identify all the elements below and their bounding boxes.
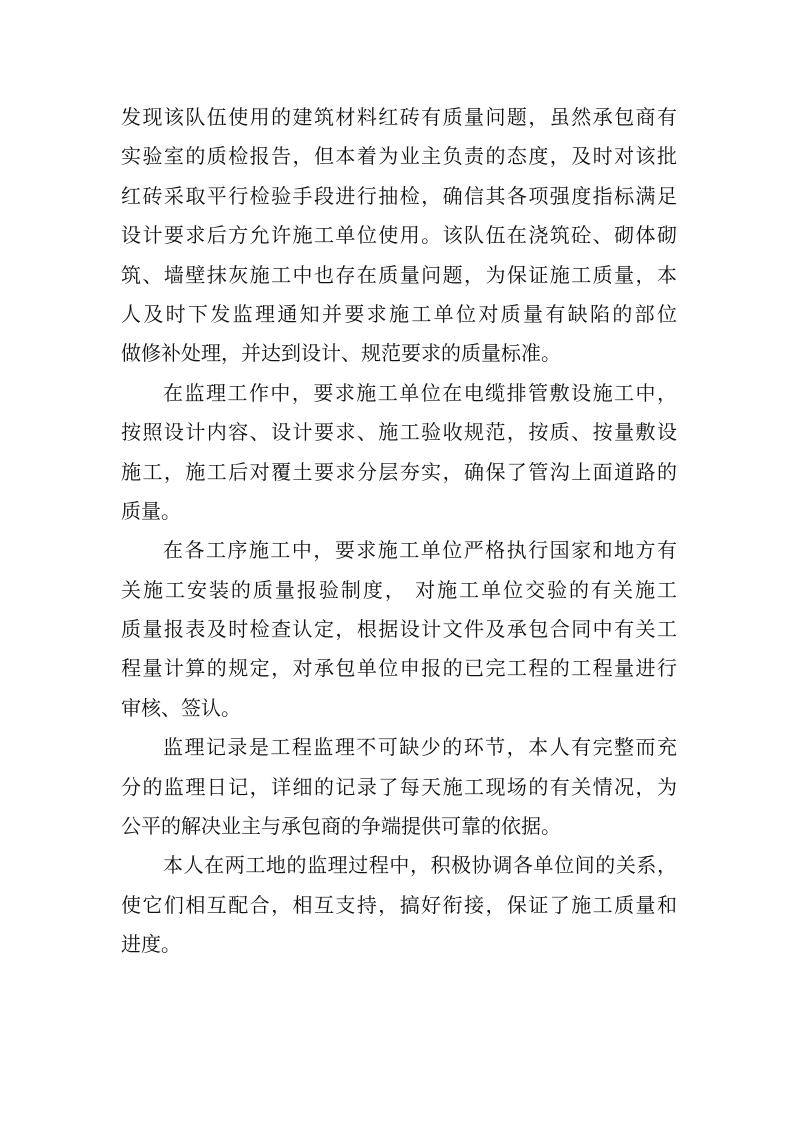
- paragraph-5-line-1: 本人在两工地的监理过程中，积极协调各单位间的关系，: [163, 853, 677, 878]
- paragraph-2-line-1: 在监理工作中，要求施工单位在电缆排管敷设施工中，: [163, 380, 677, 405]
- paragraph-2-line-4: 质量。: [121, 498, 181, 523]
- paragraph-1-line-2: 实验室的质检报告，但本着为业主负责的态度，及时对该批: [121, 144, 677, 169]
- paragraph-1-line-7: 做修补处理，并达到设计、规范要求的质量标准。: [121, 341, 561, 366]
- paragraph-2-line-3: 施工，施工后对覆土要求分层夯实，确保了管沟上面道路的: [121, 459, 677, 484]
- paragraph-3-line-2: 关施工安装的质量报验制度， 对施工单位交验的有关施工: [121, 577, 677, 602]
- paragraph-4-line-1: 监理记录是工程监理不可缺少的环节，本人有完整而充: [163, 735, 677, 760]
- paragraph-3-line-1: 在各工序施工中，要求施工单位严格执行国家和地方有: [163, 538, 677, 563]
- paragraph-1-line-5: 筑、墙壁抹灰施工中也存在质量问题，为保证施工质量，本: [121, 262, 677, 287]
- paragraph-5-line-2: 使它们相互配合，相互支持，搞好衔接，保证了施工质量和: [121, 892, 677, 917]
- paragraph-1-line-3: 红砖采取平行检验手段进行抽检，确信其各项强度指标满足: [121, 183, 677, 208]
- paragraph-1-line-4: 设计要求后方允许施工单位使用。该队伍在浇筑砼、砌体砌: [121, 223, 677, 248]
- paragraph-2-line-2: 按照设计内容、设计要求、施工验收规范，按质、按量敷设: [121, 420, 677, 445]
- paragraph-5-line-3: 进度。: [121, 932, 181, 957]
- paragraph-1-line-6: 人及时下发监理通知并要求施工单位对质量有缺陷的部位: [121, 301, 677, 326]
- paragraph-3-line-4: 程量计算的规定，对承包单位申报的已完工程的工程量进行: [121, 656, 677, 681]
- paragraph-4-line-3: 公平的解决业主与承包商的争端提供可靠的依据。: [121, 814, 561, 839]
- paragraph-1-line-1: 发现该队伍使用的建筑材料红砖有质量问题，虽然承包商有: [121, 105, 677, 129]
- paragraph-4-line-2: 分的监理日记，详细的记录了每天施工现场的有关情况，为: [121, 774, 677, 799]
- paragraph-3-line-5: 审核、签认。: [121, 695, 241, 720]
- body-text: [121, 98, 677, 965]
- paragraph-3-line-3: 质量报表及时检查认定，根据设计文件及承包合同中有关工: [121, 617, 677, 642]
